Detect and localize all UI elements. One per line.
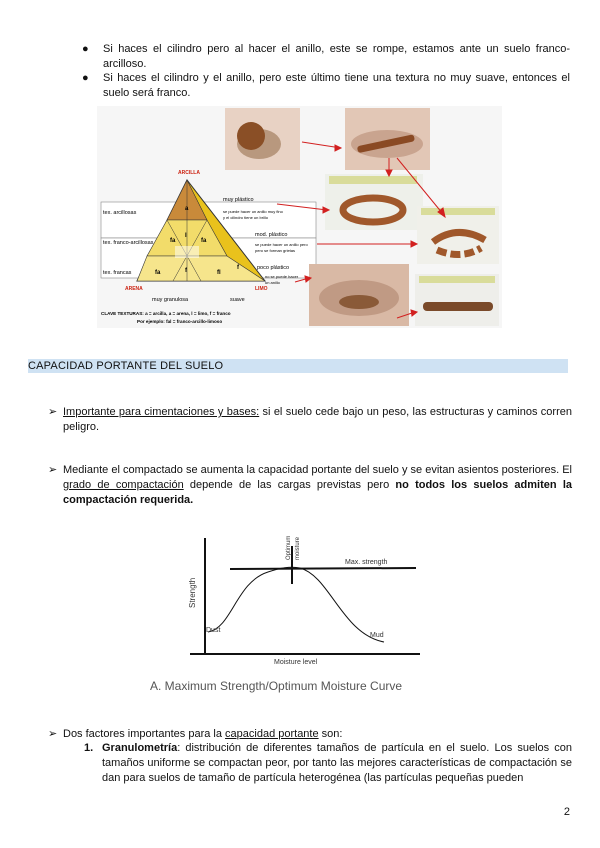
section-title: CAPACIDAD PORTANTE DEL SUELO [28,360,224,372]
right-corner-label: LIMO [255,286,268,292]
photo-soil-ball [225,108,300,170]
bold-text: no todos los suelos admiten la compactación requerida. [63,479,572,506]
texture-key: CLAVE TEXTURAS: a = arcilla, a = arena, l = limo, f = franco [101,311,231,316]
triangle-cell: fa [201,238,207,244]
max-strength-label: Max. strength [345,559,388,566]
max-strength-line [230,568,416,569]
plasticity-desc: y el cilindro tiene un brillo [223,215,268,220]
text-segment: depende de las cargas previstas pero [183,479,396,491]
left-corner-label: ARENA [125,286,143,292]
page-number: 2 [563,806,570,818]
plasticity-desc: se puede hacer un anillo muy fino [223,209,283,214]
section-header [28,359,568,373]
photo-soil-broken-ring [417,206,499,264]
bold-text: Granulometría [102,742,178,754]
plasticity-title: mod. plástico [255,232,288,238]
item-number: 1. [84,742,94,754]
arrow-bullet [48,405,572,435]
paragraph-text [48,727,572,742]
strength-moisture-diagram [140,520,440,700]
plasticity-title: muy plástico [223,197,254,203]
plasticity-desc: se puede hacer un anillo pero [255,242,308,247]
y-axis-label: Strength [188,577,197,608]
paragraph-text [48,463,572,508]
arrow-bullet [48,463,572,508]
triangle-cell: fa [155,270,161,276]
underlined-text: capacidad portante [225,728,319,740]
numbered-item [84,741,572,786]
photo-soil-ring [325,174,423,230]
row-label: tex. francas [103,270,132,276]
bottom-label: suave [230,297,245,303]
text-segment: Dos factores importantes para la [63,728,226,740]
photo-soil-crumbled-hand [309,264,409,326]
arrow-bullet-icon: ➢ [48,464,58,476]
arrow-bullet-icon: ➢ [48,728,58,740]
x-axis-label: Moisture level [274,659,318,666]
triangle-cell: fl [217,270,221,276]
arrow-bullet-icon: ➢ [48,406,58,418]
underlined-text: Importante para cimentaciones y bases: [63,406,260,418]
triangle-cell: l [185,233,187,239]
optimum-label: Optimum [286,535,292,560]
bullet-item [82,42,570,71]
plasticity-desc: un anillo [265,280,280,285]
plasticity-desc: pero se forman grietas [255,248,296,253]
triangle-cell: f [237,265,239,271]
triangle-cell: f [185,268,187,274]
bullet-dot: ● [82,43,89,55]
bullet-dot: ● [82,72,89,84]
soil-texture-figure [97,106,502,328]
text-segment: Mediante el compactado se aumenta la capacidad portante del suelo y se evitan asientos posteriores. El [63,464,572,476]
triangle-cell: fa [170,238,176,244]
bullet-text: Si haces el cilindro pero al hacer el anillo, este se rompe, estamos ante un suelo franco-arcilloso. [103,43,570,70]
photo-soil-cylinder [345,108,430,170]
dust-label: Dust [206,627,221,634]
paragraph-text [48,405,572,435]
bullet-item [82,71,570,100]
diagram-caption: A. Maximum Strength/Optimum Moisture Curve [150,679,403,693]
optimum-label: moisture [295,536,301,560]
text-segment: : distribución de diferentes tamaños de partícula en el suelo. Los suelos con tamaños uniforme se compactan peor, por tanto las mejores características de compactación se dan para suelos de tamaño de partícula heterogénea (las partículas pequeñas pueden [102,742,572,784]
plasticity-desc: no se puede hacer [265,274,299,279]
arrow-bullet [48,727,572,742]
triangle-cell: a [185,206,189,212]
apex-label: ARCILLA [178,170,200,176]
strength-curve [208,567,384,642]
bullet-text: Si haces el cilindro y el anillo, pero este último tiene una textura no muy suave, entonces el suelo será franco. [103,72,570,99]
bottom-label: muy granulosa [152,297,189,303]
photo-soil-crumbled-ruler [415,274,499,326]
row-label: tex. arcillosas [103,210,137,216]
texture-key-example: Por ejemplo: fal = franco-arcillo-limoso [137,319,223,324]
row-label: tex. franco-arcillosas [103,240,154,246]
plasticity-title: poco plástico [257,265,290,271]
underlined-text: grado de compactación [63,479,184,491]
item-text [84,741,572,786]
text-segment: son: [318,728,343,740]
mud-label: Mud [370,632,384,639]
text-segment: si el suelo cede bajo un peso, las estructuras y caminos corren peligro. [63,406,572,433]
